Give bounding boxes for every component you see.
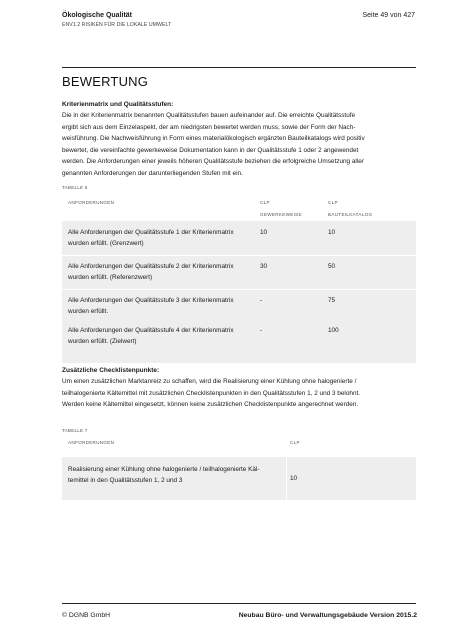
header-subtitle: ENV1.2 RISIKEN FÜR DIE LOKALE UMWELT	[62, 21, 172, 28]
row-divider	[62, 255, 416, 256]
clp-trades-cell: 10	[260, 229, 268, 236]
table7-header-requirements: ANFORDERUNGEN	[68, 440, 115, 445]
block2-paragraph	[62, 376, 418, 411]
requirement-cell: Alle Anforderungen der Qualitätsstufe 1 der Kriterienmatrix wurden erfüllt. (Grenzwert)	[68, 229, 234, 247]
requirement-cell: Alle Anforderungen der Qualitätsstufe 4 der Kriterienmatrix wurden erfüllt. (Zielwert)	[68, 327, 234, 345]
text-line: teilhalogenierte Kältemittel mit zusätzlichen Checklistenpunkten in den Qualitätsstufen 1, 2 und 3 belohnt.	[62, 389, 361, 397]
text-line: bewertet, die vereinfachte gewerkeweise Dokumentation kann in der Qualitätsstufe 1 oder 2 angewendet	[62, 146, 359, 154]
text-line: Werden keine Kältemittel eingesetzt, können keine zusätzlichen Checklistenpunkte angerechnet werden.	[62, 401, 359, 408]
clp-catalog-cell: 75	[328, 297, 336, 304]
text-line: genannten Anforderungen der darunterliegenden Stufen mit ein.	[62, 169, 243, 177]
page-number: Seite 49 von 427	[362, 12, 415, 19]
row-divider	[62, 289, 416, 290]
clp-trades-cell: 30	[260, 263, 268, 270]
block1-heading: Kriterienmatrix und Qualitätsstufen:	[62, 101, 174, 108]
page-header	[62, 12, 171, 29]
text-line: Die in der Kriterienmatrix benannten Qualitätsstufen bauen aufeinander auf. Die erreichte Qualitätsstufe	[62, 112, 356, 119]
section-rule	[62, 67, 416, 68]
text-line: werden. Die Anforderungen einer jeweils höheren Qualitätsstufe beziehen die erfolgreiche Umsetzung aller	[62, 158, 364, 165]
clp-catalog-cell: 10	[328, 229, 336, 236]
requirement-cell: Alle Anforderungen der Qualitätsstufe 3 der Kriterienmatrix wurden erfüllt.	[68, 297, 234, 315]
footer-copyright: © DGNB GmbH	[62, 612, 111, 619]
requirement-cell: Alle Anforderungen der Qualitätsstufe 2 der Kriterienmatrix wurden erfüllt. (Referenzwert)	[68, 263, 234, 281]
table6-label: TABELLE 6	[62, 185, 88, 190]
text-line: Um einen zusätzlichen Marktanreiz zu schaffen, wird die Realisierung einer Kühlung ohne halogenierte /	[62, 378, 357, 385]
requirement-cell: Realisierung einer Kühlung ohne halogenierte / teilhalogenierte Käl- temittel in den Qualitätsstufen 1, 2 und 3	[68, 466, 260, 484]
column-divider	[286, 457, 287, 500]
clp-trades-cell: -	[260, 327, 263, 334]
section-title: BEWERTUNG	[62, 74, 149, 89]
clp-catalog-cell: 100	[328, 327, 339, 334]
block2-heading: Zusätzliche Checklistenpunkte:	[62, 367, 160, 374]
text-line: weisführung. Die Nachweisführung in Form eines materialökologisch ergänzten Bauteilkatalogs wird positiv	[62, 135, 365, 142]
clp-trades-cell: -	[260, 297, 263, 304]
text-line: ergibt sich aus dem Einzelaspekt, der am niedrigsten bewertet werden muss, sowie der Form der Nach-	[62, 123, 356, 131]
footer-document-title: Neubau Büro- und Verwaltungsgebäude Version 2015.2	[238, 612, 417, 619]
clp-cell: 10	[290, 475, 298, 482]
table7-header-clp: CLP	[290, 440, 300, 445]
block1-paragraph	[62, 110, 418, 179]
footer-rule	[62, 603, 416, 604]
header-title: Ökologische Qualität	[62, 12, 133, 19]
table6-header-clp-trades: CLP GEWERKEWEISE	[260, 200, 302, 217]
table7	[62, 457, 416, 500]
table6-header-requirements: ANFORDERUNGEN	[68, 200, 115, 205]
table7-label: TABELLE 7	[62, 428, 88, 433]
table6-header-clp-catalog: CLP BAUTEILKATALOG	[328, 200, 373, 217]
table6	[62, 221, 416, 363]
clp-catalog-cell: 50	[328, 263, 336, 270]
